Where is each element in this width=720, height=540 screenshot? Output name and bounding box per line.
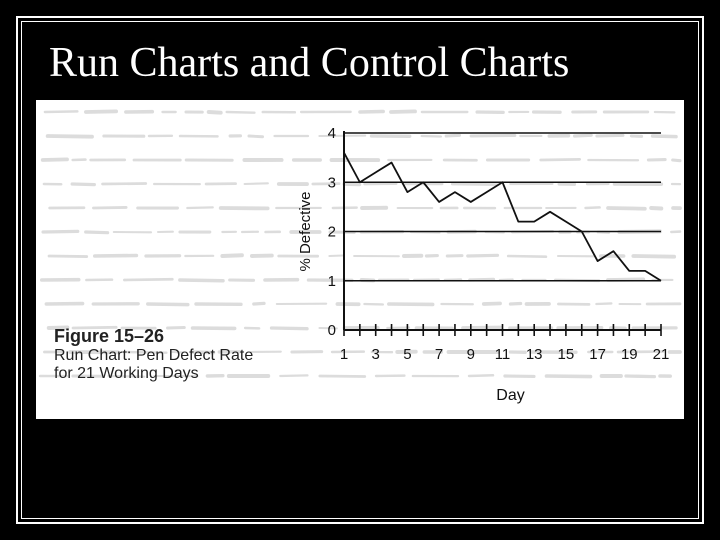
x-tick-label-13: 13 — [525, 346, 543, 363]
background-text-stroke — [651, 208, 661, 209]
background-text-stroke — [209, 112, 221, 113]
figure-number: Figure 15–26 — [54, 326, 165, 346]
background-text-stroke — [48, 136, 92, 137]
background-text-stroke — [626, 376, 654, 377]
background-text-stroke — [45, 111, 77, 112]
background-text-stroke — [586, 207, 600, 208]
slide-title: Run Charts and Control Charts — [49, 40, 570, 86]
background-text-stroke — [43, 159, 67, 160]
background-text-stroke — [541, 159, 580, 160]
x-tick-label-9: 9 — [466, 346, 475, 363]
background-text-stroke — [608, 279, 643, 280]
y-tick-label-4: 4 — [327, 125, 336, 142]
background-text-stroke — [633, 256, 674, 257]
x-tick-label-17: 17 — [589, 346, 606, 363]
figure-caption-line-2: for 21 Working Days — [54, 365, 199, 383]
x-tick-label-1: 1 — [339, 346, 349, 363]
background-text-stroke — [452, 184, 497, 185]
y-tick-label-2: 2 — [327, 223, 336, 241]
background-text-stroke — [187, 207, 212, 208]
x-tick-label-19: 19 — [620, 346, 638, 363]
background-text-stroke — [469, 375, 493, 376]
background-text-stroke — [391, 111, 415, 112]
background-text-stroke — [254, 303, 264, 304]
background-text-stroke — [222, 255, 242, 256]
background-text-stroke — [329, 255, 343, 256]
background-text-stroke — [500, 279, 513, 280]
background-text-stroke — [86, 232, 108, 233]
background-text-stroke — [360, 111, 383, 112]
background-text-stroke — [43, 231, 78, 232]
background-text-stroke — [227, 112, 255, 113]
x-tick-label-7: 7 — [434, 346, 444, 363]
figure-caption — [54, 326, 253, 383]
background-text-stroke — [470, 279, 494, 280]
x-tick-label-15: 15 — [557, 346, 575, 363]
background-text-stroke — [463, 327, 501, 328]
background-text-stroke — [245, 183, 268, 184]
x-tick-label-11: 11 — [494, 346, 511, 363]
background-text-stroke — [484, 303, 500, 304]
scanned-figure — [36, 100, 684, 419]
y-tick-label-3: 3 — [327, 174, 336, 192]
background-text-stroke — [597, 135, 623, 136]
background-text-stroke — [471, 135, 515, 136]
background-text-stroke — [446, 135, 459, 136]
background-text-stroke — [148, 304, 188, 305]
y-tick-label-1: 1 — [327, 272, 336, 290]
x-axis-label: Day — [496, 387, 525, 404]
background-text-stroke — [596, 303, 611, 304]
background-text-stroke — [546, 376, 590, 377]
background-text-stroke — [86, 111, 116, 112]
background-text-stroke — [72, 184, 94, 185]
chart-series — [344, 153, 661, 281]
background-text-stroke — [387, 327, 409, 328]
background-text-stroke — [249, 136, 263, 137]
background-text-stroke — [280, 375, 307, 376]
y-tick-label-0: 0 — [327, 322, 336, 339]
background-text-stroke — [468, 255, 498, 256]
background-text-stroke — [575, 135, 592, 136]
x-tick-label-5: 5 — [403, 346, 412, 363]
figure-caption-line-1: Run Chart: Pen Defect Rate — [54, 346, 254, 364]
x-tick-label-21: 21 — [652, 346, 670, 363]
background-text-stroke — [93, 207, 126, 208]
background-text-stroke — [508, 256, 546, 257]
background-text-stroke — [124, 279, 172, 280]
x-tick-label-3: 3 — [371, 346, 380, 363]
background-text-stroke — [608, 208, 645, 209]
series-line — [344, 153, 661, 281]
background-text-stroke — [673, 160, 680, 161]
y-axis-label: % Defective — [297, 191, 314, 272]
background-text-stroke — [180, 280, 223, 281]
background-text-stroke — [49, 256, 87, 257]
background-text-stroke — [653, 136, 677, 137]
background-text-stroke — [272, 328, 307, 329]
